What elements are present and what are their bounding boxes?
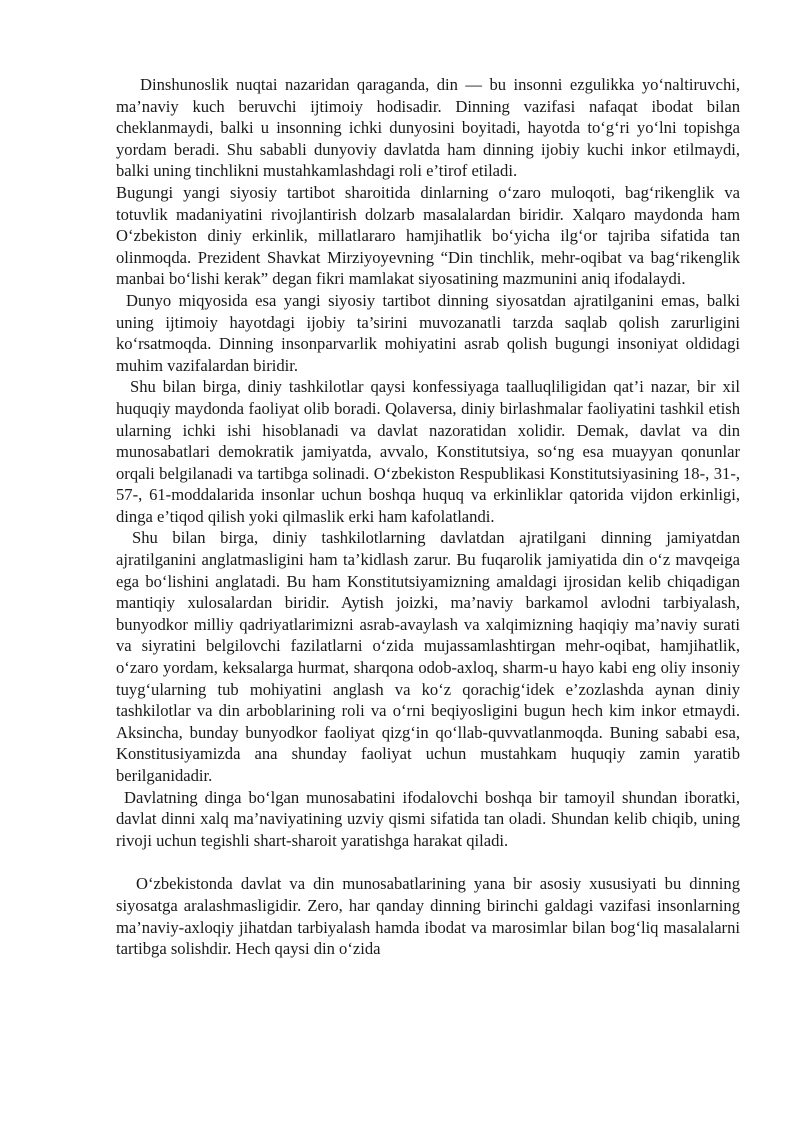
paragraph-6: Davlatning dinga bo‘lgan munosabatini ifodalovchi boshqa bir tamoyil shundan iboratki, davlat dinni xalq ma’naviyatining uzviy qismi sifatida tan oladi. Shundan kelib chiqib, uning rivoji uchun tegishli shart-sharoit yaratishga harakat qiladi. (116, 787, 740, 850)
paragraph-3: Dunyo miqyosida esa yangi siyosiy tartibot dinning siyosatdan ajratilganini emas, balki uning ijtimoiy hayotdagi ijobiy ta’sirini muvozanatli tarzda saqlab qolish zarurligini ko‘rsatmoqda. Dinning insonparvarlik mohiyatini asrab qolish bugungi insoniyat oldidagi muhim vazifalardan biridir. (116, 290, 740, 375)
paragraph-4: Shu bilan birga, diniy tashkilotlar qaysi konfessiyaga taalluqliligidan qat’i nazar, bir xil huquqiy maydonda faoliyat olib boradi. Qolaversa, diniy birlashmalar faoliyatini tashkil etish ularning ichki ishi hisoblanadi va davlat nazoratidan xolidir. Demak, davlat va din munosabatlari demokratik jamiyatda, avvalo, Konstitutsiya, so‘ng esa muayyan qonunlar orqali belgilanadi va tartibga solinadi. O‘zbekiston Respublikasi Konstitutsiyasining 18-, 31-, 57-, 61-moddalarida insonlar uchun boshqa huquq va erkinliklar qatorida vijdon erkinligi, dinga e’tiqod qilish yoki qilmaslik erki ham kafolatlandi. (116, 377, 740, 526)
paragraph-2: Bugungi yangi siyosiy tartibot sharoitida dinlarning o‘zaro muloqoti, bag‘rikenglik va totuvlik madaniyatini rivojlantirish dolzarb masalalardan biridir. Xalqaro maydonda ham O‘zbekiston diniy erkinlik, millatlararo hamjihatlik bo‘yicha ilg‘or tajriba sifatida tan olinmoqda. Prezident Shavkat Mirziyoyevning “Din tinchlik, mehr-oqibat va bag‘rikenglik manbai bo‘lishi kerak” degan fikri mamlakat siyosatining mazmunini aniq ifodalaydi. (116, 182, 740, 289)
paragraph-gap (116, 851, 740, 873)
paragraph-5: Shu bilan birga, diniy tashkilotlarning davlatdan ajratilgani dinning jamiyatdan ajratilganini anglatmasligini ham ta’kidlash zarur. Bu fuqarolik jamiyatida din o‘z mavqeiga ega bo‘lishini anglatadi. Bu ham Konstitutsiyamizning amaldagi ijrosidan kelib chiqadigan mantiqiy xulosalardan biridir. Aytish joizki, ma’naviy barkamol avlodni tarbiyalash, bunyodkor milliy qadriyatlarimizni asrab-avaylash va xalqimizning haqiqiy ma’naviy surati va siyratini belgilovchi fazilatlarni o‘zida mujassamlashtirgan mehr-oqibat, hamjihatlik, o‘zaro yordam, keksalarga hurmat, sharqona odob-axloq, sharm-u hayo kabi eng oliy insoniy tuyg‘ularning tub mohiyatini anglash va ko‘z qorachig‘idek e’zozlashda aynan diniy tashkilotlar va din arboblarining roli va o‘rni beqiyosligini bugun hech kim inkor etmaydi. Aksincha, bunday bunyodkor faoliyat qizg‘in qo‘llab-quvvatlanmoqda. Buning sababi esa, Konstitusiyamizda ana shunday faoliyat uchun mustahkam huquqiy zamin yaratib berilganidadir. (116, 528, 740, 785)
paragraph-1: Dinshunoslik nuqtai nazaridan qaraganda, din — bu insonni ezgulikka yo‘naltiruvchi, ma’naviy kuch beruvchi ijtimoiy hodisadir. Dinning vazifasi nafaqat ibodat bilan cheklanmaydi, balki u insonning ichki dunyosini boyitadi, hayotda to‘g‘ri yo‘lni topishga yordam beradi. Shu sababli dunyoviy davlatda ham dinning ijobiy kuchi inkor etilmaydi, balki uning tinchlikni mustahkamlashdagi roli e’tirof etiladi. (116, 75, 740, 181)
paragraph-7: O‘zbekistonda davlat va din munosabatlarining yana bir asosiy xususiyati bu dinning siyosatga aralashmasligidir. Zero, har qanday dinning birinchi galdagi vazifasi insonlarning ma’naviy-axloqiy jihatdan tarbiyalash hamda ibodat va marosimlar bilan bog‘liq masalalarni tartibga solishdir. Hech qaysi din o‘zida (116, 874, 740, 959)
